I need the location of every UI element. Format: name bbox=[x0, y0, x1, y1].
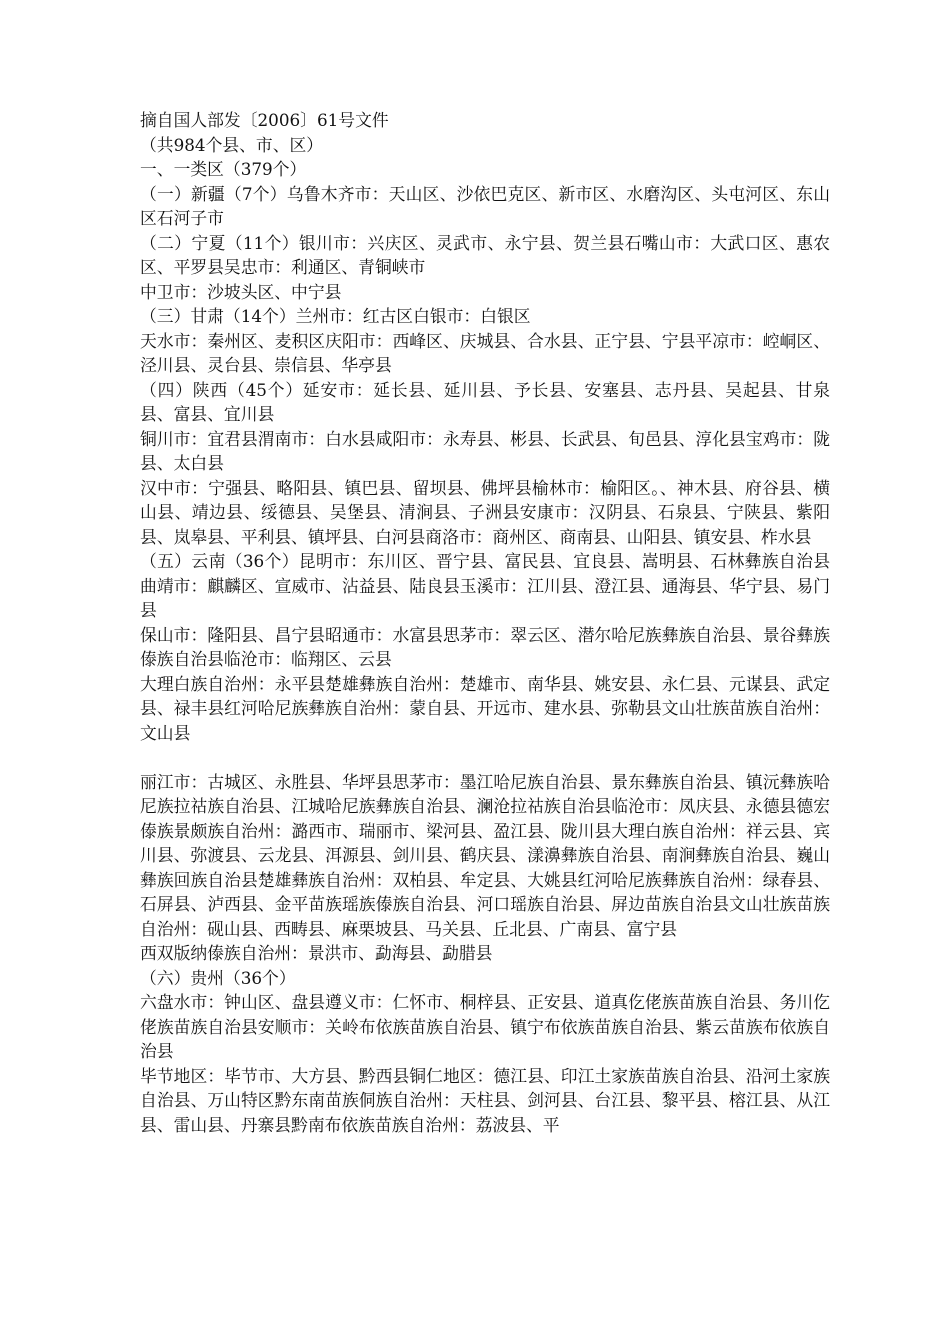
gansu-paragraph: （三）甘肃（14个）兰州市：红古区白银市：白银区 bbox=[140, 306, 531, 326]
tongchuan-paragraph: 铜川市：宜君县渭南市：白水县咸阳市：永寿县、彬县、长武县、旬邑县、淳化县宝鸡市：陇县、太白县 bbox=[140, 428, 830, 473]
shaanxi-paragraph: （四）陕西（45个）延安市：延长县、延川县、予长县、安塞县、志丹县、吴起县、甘泉县、富县、宜川县 bbox=[140, 379, 830, 424]
xishuangbanna-paragraph: 西双版纳傣族自治州：景洪市、勐海县、勐腊县 bbox=[140, 943, 493, 963]
yunnan-paragraph: （五）云南（36个）昆明市：东川区、晋宁县、富民县、宜良县、嵩明县、石林彝族自治县曲靖市：麒麟区、宣威市、沾益县、陆良县玉溪市：江川县、澄江县、通海县、华宁县、易门县 bbox=[140, 551, 830, 620]
hanzhong-paragraph: 汉中市：宁强县、略阳县、镇巴县、留坝县、佛坪县榆林市：榆阳区。、神木县、府谷县、横山县、靖边县、绥德县、吴堡县、清涧县、子洲县安康市：汉阴县、石泉县、宁陕县、紫阳县、岚皋县、平利县、镇坪县、白河县商洛市：商州区、商南县、山阳县、镇安县、柞水县 bbox=[140, 477, 830, 547]
total-count-line: （共984个县、市、区） bbox=[140, 134, 324, 155]
document-body bbox=[140, 108, 830, 1137]
paragraph-gap bbox=[140, 745, 830, 770]
xinjiang-paragraph: （一）新疆（7个）乌鲁木齐市：天山区、沙依巴克区、新市区、水磨沟区、头屯河区、东山区石河子市 bbox=[140, 183, 830, 228]
baoshan-paragraph: 保山市：隆阳县、昌宁县昭通市：水富县思茅市：翠云区、潜尔哈尼族彝族自治县、景谷彝族傣族自治县临沧市：临翔区、云县 bbox=[140, 624, 830, 669]
zhongwei-paragraph: 中卫市：沙坡头区、中宁县 bbox=[140, 281, 342, 302]
dali-paragraph: 大理白族自治州：永平县楚雄彝族自治州：楚雄市、南华县、姚安县、永仁县、元谋县、武定县、禄丰县红河哈尼族彝族自治州：蒙自县、开远市、建水县、弥勒县文山壮族苗族自治州：文山县 bbox=[140, 673, 830, 743]
lijiang-paragraph: 丽江市：古城区、永胜县、华坪县思茅市：墨江哈尼族自治县、景东彝族自治县、镇沅彝族哈尼族拉祜族自治县、江城哈尼族彝族自治县、澜沧拉祜族自治县临沧市：凤庆县、永德县德宏傣族景颇族自治州：潞西市、瑞丽市、梁河县、盈江县、陇川县大理白族自治州：祥云县、宾川县、弥渡县、云龙县、洱源县、剑川县、鹤庆县、漾濞彝族自治县、南涧彝族自治县、巍山彝族回族自治县楚雄彝族自治州：双柏县、牟定县、大姚县红河哈尼族彝族自治州：绿春县、石屏县、泸西县、金平苗族瑶族傣族自治县、河口瑶族自治县、屏边苗族自治县文山壮族苗族自治州：砚山县、西畴县、麻栗坡县、马关县、丘北县、广南县、富宁县 bbox=[140, 771, 830, 939]
liupanshui-paragraph: 六盘水市：钟山区、盘县遵义市：仁怀市、桐梓县、正安县、道真仡佬族苗族自治县、务川仡佬族苗族自治县安顺市：关岭布依族苗族自治县、镇宁布依族苗族自治县、紫云苗族布依族自治县 bbox=[140, 992, 830, 1061]
source-line: 摘自国人部发〔2006〕61号文件 bbox=[140, 110, 389, 130]
ningxia-paragraph: （二）宁夏（11个）银川市：兴庆区、灵武市、永宁县、贺兰县石嘴山市：大武口区、惠农区、平罗县吴忠市：利通区、青铜峡市 bbox=[140, 232, 830, 277]
guizhou-heading: （六）贵州（36个） bbox=[140, 967, 296, 988]
category-heading: 一、一类区（379个） bbox=[140, 159, 307, 179]
tianshui-paragraph: 天水市：秦州区、麦积区庆阳市：西峰区、庆城县、合水县、正宁县、宁县平凉市：崆峒区、泾川县、灵台县、崇信县、华亭县 bbox=[140, 330, 830, 375]
bijie-paragraph: 毕节地区：毕节市、大方县、黔西县铜仁地区：德江县、印江土家族苗族自治县、沿河土家族自治县、万山特区黔东南苗族侗族自治州：天柱县、剑河县、台江县、黎平县、榕江县、从江县、雷山县、丹寨县黔南布依族苗族自治州：荔波县、平 bbox=[140, 1065, 830, 1135]
